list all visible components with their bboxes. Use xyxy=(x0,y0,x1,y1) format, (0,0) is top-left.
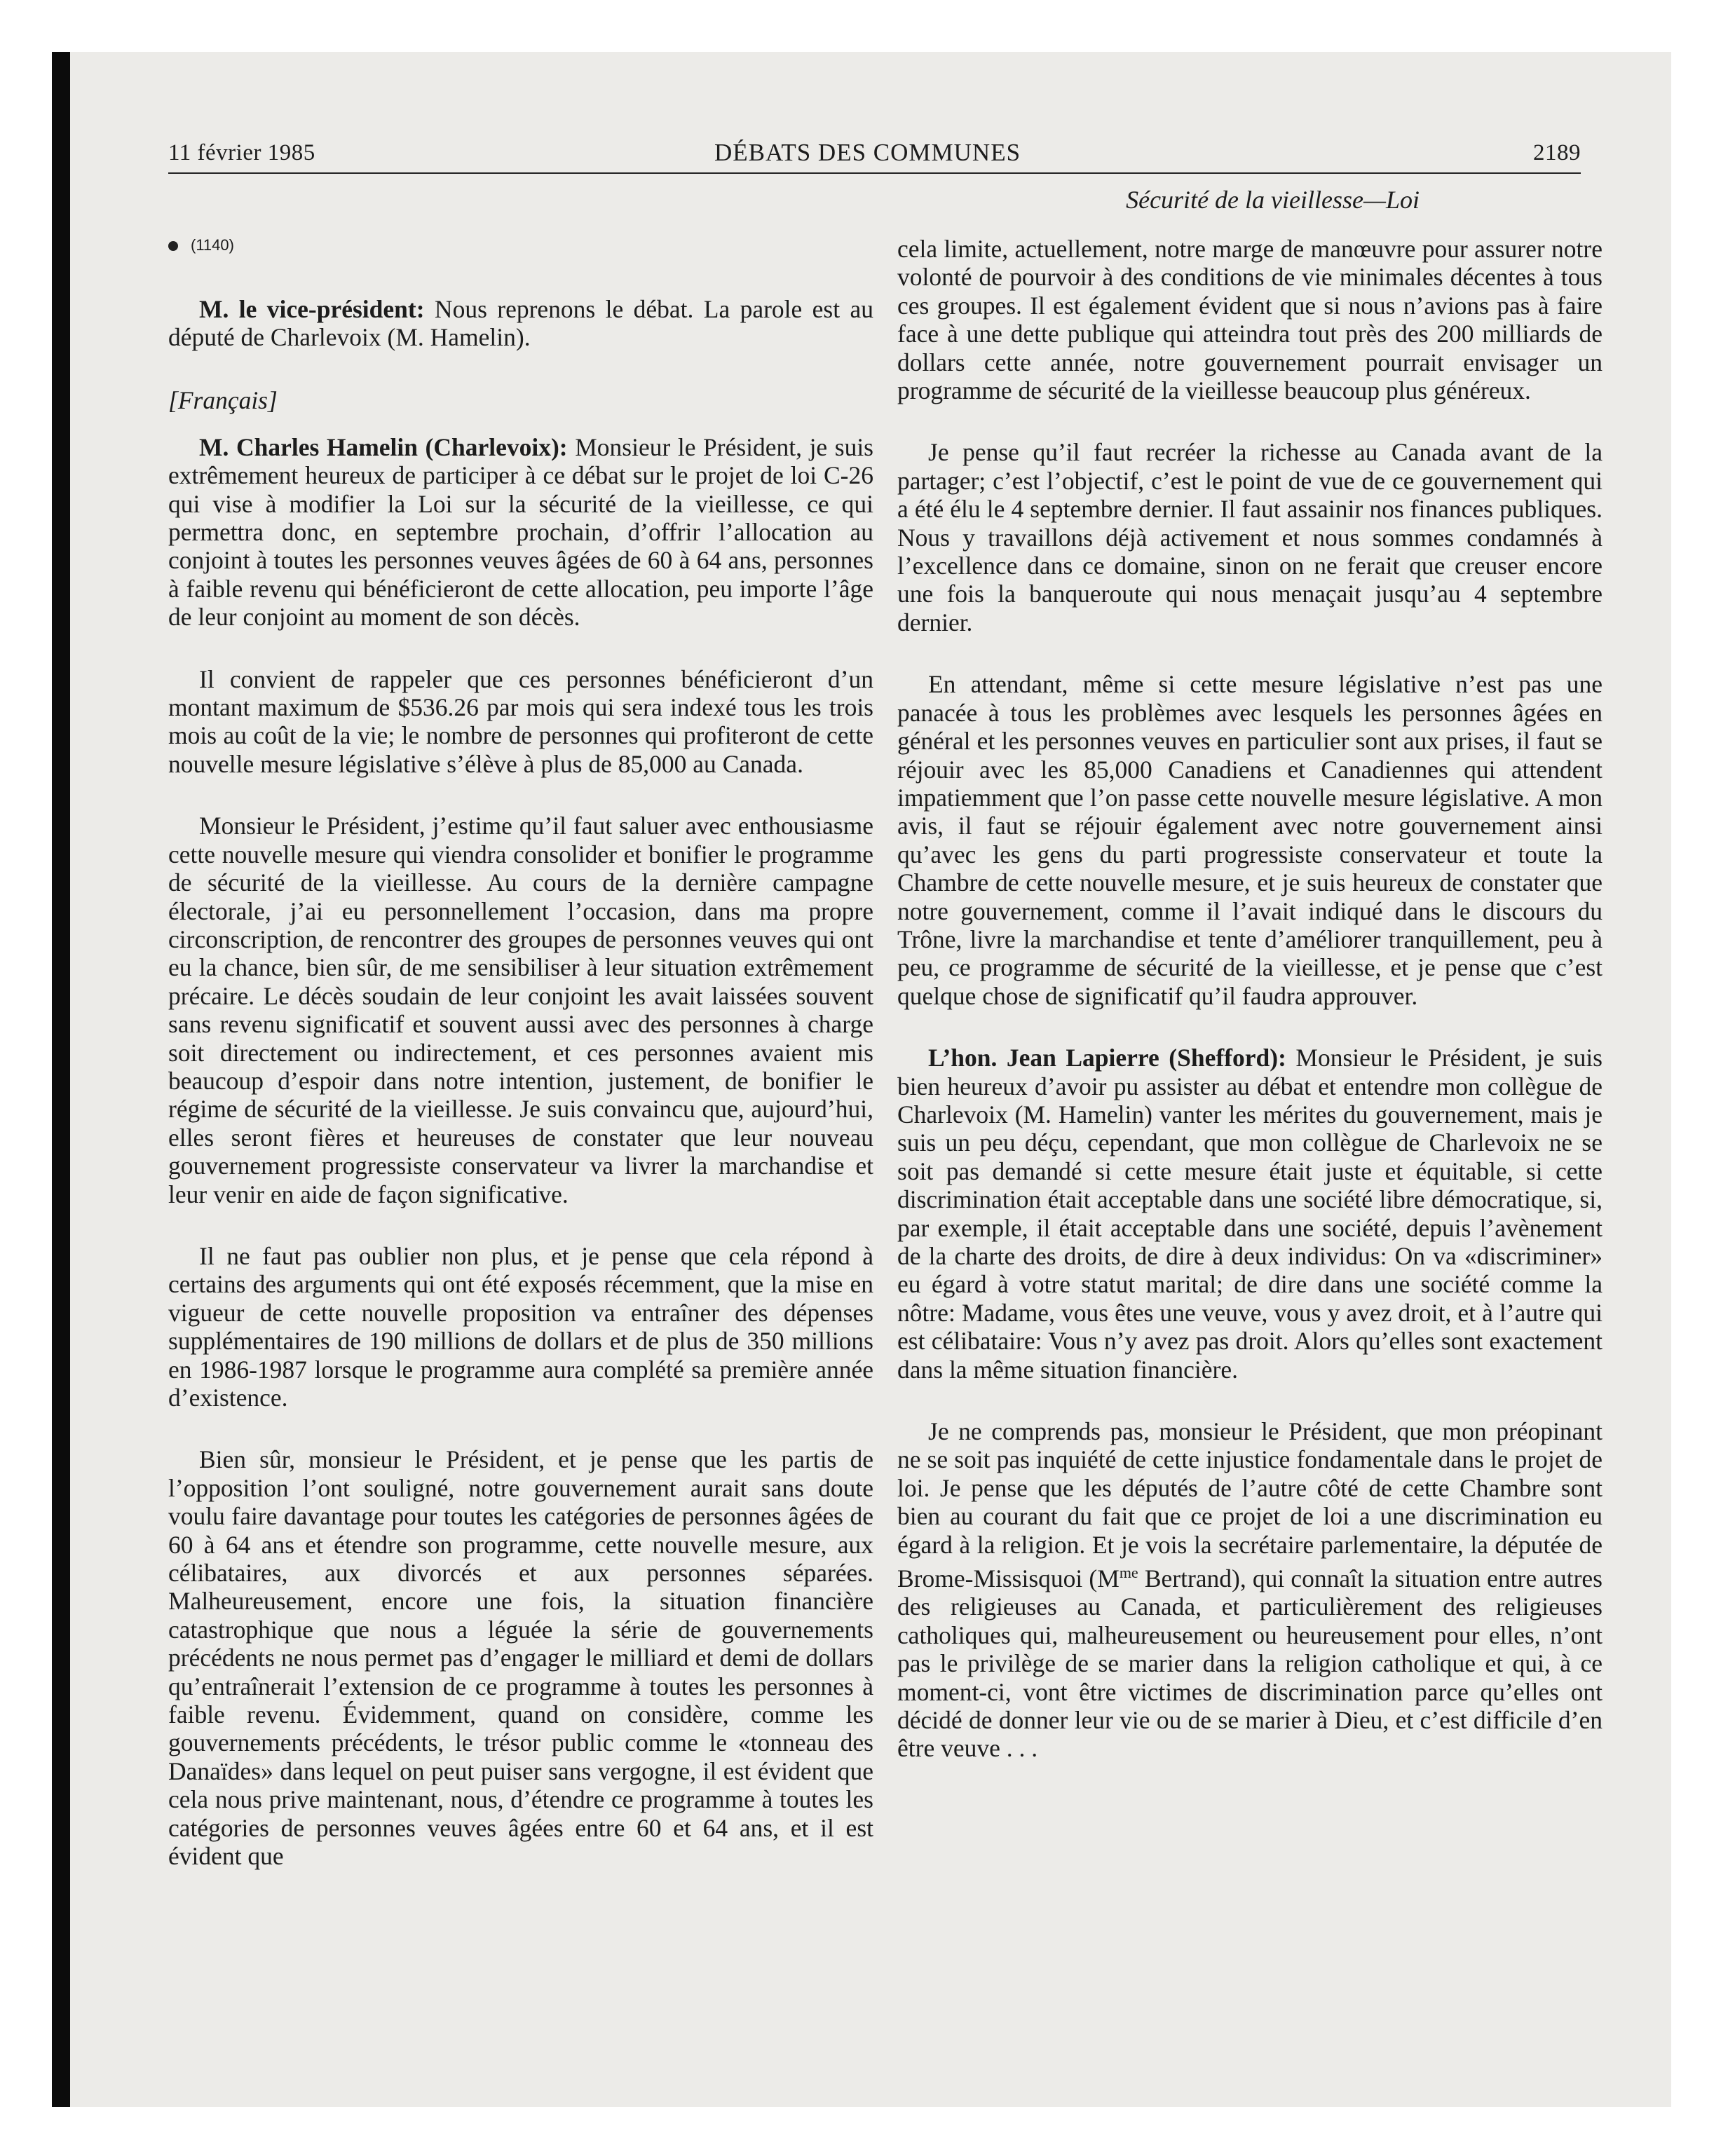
paragraph xyxy=(897,1417,1603,1763)
binding-edge xyxy=(52,52,70,2107)
paragraph xyxy=(897,1044,1603,1384)
time-marker-text: (1140) xyxy=(191,236,234,254)
paragraph-text: Je ne comprends pas, monsieur le Président, que mon préopinant ne se soit pas inquiété de cette injustice fondamentale dans le projet de loi. Je pense que les députés de l’autre côté de cette Chambre sont bien au courant du fait que ce projet de loi a une discrimination eu égard à la religion. Et je vois la secrétaire parlementaire, la députée de Brome-Missisquoi (M xyxy=(897,1417,1603,1592)
page-number: 2189 xyxy=(1533,140,1581,165)
paragraph: cela limite, actuellement, notre marge de manœuvre pour assurer notre volonté de pourvoir à des conditions de vie minimales décentes à tous ces groupes. Il est également évident que si nous n’avions pas à faire face à une dette publique qui atteindra tout près des 200 milliards de dollars cette année, notre gouvernement pourrait envisager un programme de sécurité de la vieillesse beaucoup plus généreux. xyxy=(897,235,1603,405)
superscript: me xyxy=(1119,1564,1138,1582)
speaker-name: L’hon. Jean Lapierre (Shefford): xyxy=(928,1044,1286,1072)
speaker-name: M. Charles Hamelin (Charlevoix): xyxy=(199,432,568,461)
paragraph xyxy=(168,295,873,352)
running-title: Sécurité de la vieillesse—Loi xyxy=(1126,186,1420,214)
paragraph: Il ne faut pas oublier non plus, et je pense que cela répond à certains des arguments qui ont été exposés récemment, que la mise en vigueur de cette nouvelle proposition va entraîner des dépenses supplémentaires de 190 millions de dollars et de plus de 350 millions en 1986-1987 lorsque le programme aura complété sa première année d’existence. xyxy=(168,1241,873,1412)
paragraph: Il convient de rappeler que ces personnes bénéficieront d’un montant maximum de $536.26 par mois qui sera indexé tous les trois mois au coût de la vie; le nombre de personnes qui profiteront de cette nouvelle mesure législative s’élève à plus de 85,000 au Canada. xyxy=(168,664,873,778)
right-column xyxy=(897,235,1603,1796)
paragraph-text: Bertrand), qui connaît la situation entre autres des religieuses au Canada, et particulièrement des religieuses catholiques qui, malheureusement ou heureusement pour elles, n’ont pas le privilège de se marier dans la religion catholique et qui, à ce moment-ci, vont être victimes de discrimination parce qu’elles ont décidé de donner leur vie ou de se marier à Dieu, et c’est difficile d’en être veuve . . . xyxy=(897,1564,1603,1763)
paragraph-text: Monsieur le Président, je suis bien heureux d’avoir pu assister au débat et entendre mon collègue de Charlevoix (M. Hamelin) vanter les mérites du gouvernement, mais je suis un peu déçu, cependant, que mon collègue de Charlevoix ne se soit pas demandé si cette mesure était juste et équitable, si cette discrimination était acceptable dans une société libre démocratique, si, par exemple, il était acceptable dans une société, depuis l’avènement de la charte des droits, de dire à deux individus: On va «discriminer» eu égard à votre statut marital; de dire dans une société comme la nôtre: Madame, vous êtes une veuve, vous y avez droit, et à l’autre qui est célibataire: Vous n’y avez pas droit. Alors qu’elles sont exactement dans la même situation financière. xyxy=(897,1044,1603,1384)
speaker-name: M. le vice-président: xyxy=(199,295,425,323)
paragraph: En attendant, même si cette mesure législative n’est pas une panacée à tous les problèmes avec lesquels les personnes âgées en général et les personnes veuves en particulier sont aux prises, il faut se réjouir avec les 85,000 Canadiens et Canadiennes qui attendent impatiemment que l’on passe cette nouvelle mesure législative. A mon avis, il faut se réjouir également avec notre gouvernement ainsi qu’avec les gens du parti progressiste conservateur et toute la Chambre de cette nouvelle mesure, et je suis heureux de constater que notre gouvernement, comme il l’avait indiqué dans le discours du Trône, livre la marchandise et tente d’améliorer tranquillement, peu à peu, ce programme de sécurité de la vieillesse, et je pense que c’est quelque chose de significatif qu’il faudra approuver. xyxy=(897,670,1603,1010)
paragraph: Je pense qu’il faut recréer la richesse au Canada avant de la partager; c’est l’objectif, c’est le point de vue de ce gouvernement qui a été élu le 4 septembre dernier. Il faut assainir nos finances publiques. Nous y travaillons déjà activement et nous sommes condamnés à l’excellence dans ce domaine, sinon on ne ferait que creuser encore une fois la banqueroute qui nous menaçait jusqu’au 4 septembre dernier. xyxy=(897,438,1603,636)
paragraph: Monsieur le Président, j’estime qu’il faut saluer avec enthousiasme cette nouvelle mesure qui viendra consolider et bonifier le programme de sécurité de la vieillesse. Au cours de la dernière campagne électorale, j’ai eu personnellement l’occasion, dans ma propre circonscription, de rencontrer des groupes de personnes veuves qui ont eu la chance, bien sûr, de me sensibiliser à leur situation extrêmement précaire. Le décès soudain de leur conjoint les avait laissées souvent sans revenu significatif et souvent aussi avec des personnes à charge soit directement ou indirectement, et ces personnes avaient mis beaucoup d’espoir dans notre intention, justement, de bonifier le régime de sécurité de la vieillesse. Je suis convaincu que, aujourd’hui, elles seront fières et heureuses de constater que leur nouveau gouvernement progressiste conservateur va livrer la marchandise et leur venir en aide de façon significative. xyxy=(168,812,873,1208)
header-rule xyxy=(168,172,1581,174)
header-title: DÉBATS DES COMMUNES xyxy=(714,139,1021,166)
paragraph-text: Monsieur le Président, je suis extrêmement heureux de participer à ce débat sur le projet de loi C-26 qui vise à modifier la Loi sur la sécurité de la vieillesse, ce qui permettra donc, en septembre prochain, d’offrir l’allocation au conjoint à toutes les personnes veuves âgées de 60 à 64 ans, personnes à faible revenu qui bénéficieront de cette allocation, peu importe l’âge de leur conjoint au moment de son décès. xyxy=(168,432,873,632)
left-column xyxy=(168,235,873,1904)
header-date: 11 février 1985 xyxy=(168,140,315,165)
paragraph xyxy=(168,433,873,632)
paragraph-text: Nous reprenons le débat. La parole est au député de Charlevoix (M. Hamelin). xyxy=(168,295,873,352)
bullet-icon xyxy=(168,241,178,251)
language-tag: [Français] xyxy=(168,386,278,414)
paragraph: Bien sûr, monsieur le Président, et je pense que les partis de l’opposition l’ont souligné, notre gouvernement aurait sans doute voulu faire davantage pour toutes les catégories de personnes âgées de 60 à 64 ans et étendre son programme, cette nouvelle mesure, aux célibataires, aux divorcés et aux personnes séparées. Malheureusement, encore une fois, la situation financière catastrophique que nous a léguée la série de gouvernements précédents ne nous permet pas d’engager le milliard et demi de dollars qu’entraînerait l’extension de ce programme à toutes les personnes à faible revenu. Évidemment, quand on considère, comme les gouvernements précédents, le trésor public comme le «tonneau des Danaïdes» dans lequel on peut puiser sans vergogne, il est évident que cela nous prive maintenant, nous, d’étendre ce programme à toutes les catégories de personnes veuves âgées entre 60 et 64 ans, et il est évident que xyxy=(168,1445,873,1871)
time-marker xyxy=(168,235,873,256)
